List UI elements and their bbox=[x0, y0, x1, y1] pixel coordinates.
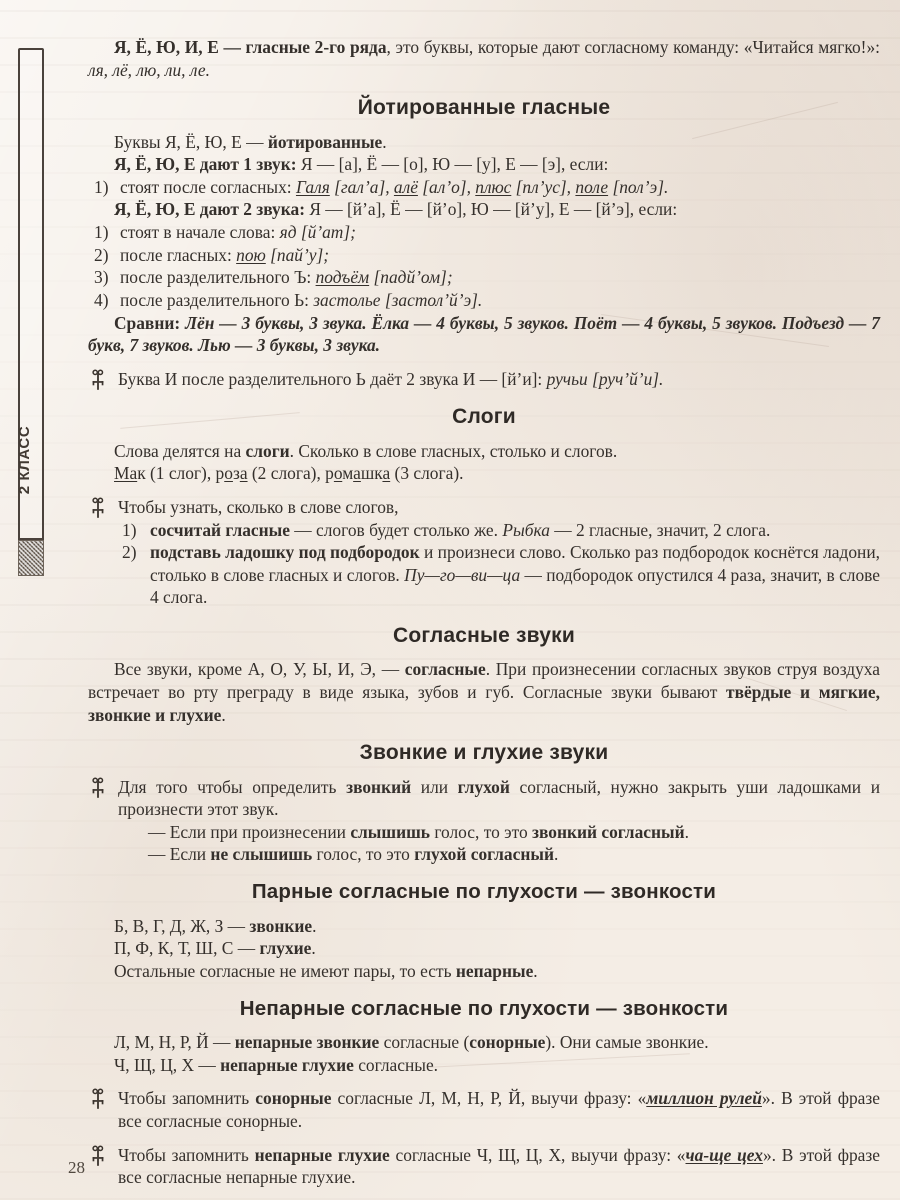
key-note-zvonkie-gluhie bbox=[88, 776, 880, 867]
example-ale: алё bbox=[393, 176, 418, 197]
iot-item-1 bbox=[88, 176, 880, 199]
kn-son-b1: сонорные bbox=[255, 1088, 332, 1109]
parnye-voiceless-letters: П, Ф, К, Т, Ш, С — bbox=[114, 938, 260, 959]
kn-vl-t3: ». В этой фразе все согласные непарные глухие. bbox=[118, 1144, 880, 1188]
iot-sub-4-example: застолье [застол’й’э]. bbox=[313, 289, 483, 310]
iot-sub-1-example: яд [й’ат]; bbox=[279, 222, 356, 243]
kn-son-t2: согласные Л, М, Н, Р, Й, выучи фразу: « bbox=[331, 1088, 647, 1109]
key-icon bbox=[90, 497, 108, 519]
key-note-zvonkie-dash-2 bbox=[118, 843, 880, 866]
kn-zg-d1a: — Если при произнесении bbox=[148, 821, 351, 842]
neparnye-voiceless-letters: Ч, Щ, Ц, Х — bbox=[114, 1054, 221, 1075]
side-index-tab-label: 2 КЛАСС bbox=[16, 425, 33, 495]
kn-zg-b2: глухой bbox=[457, 776, 510, 797]
iot-sub-3-marker: 3) bbox=[94, 267, 109, 288]
kn-zg-d2e: . bbox=[553, 844, 559, 865]
key-note-slogi-item-1-bold: сосчитай гласные bbox=[150, 519, 290, 540]
heading-zvonkie-gluhie-zvuki: Звонкие и глухие звуки bbox=[359, 741, 609, 765]
key-note-letter-i-text-a: Буква И после разделительного Ь даёт 2 звука И — [й’и]: bbox=[118, 368, 547, 389]
parnye-line-3-a: Остальные согласные не имеют пары, то есть bbox=[114, 960, 456, 981]
kn-zg-d2d: глухой согласный bbox=[414, 844, 554, 865]
slogi-word-romashka-r: р bbox=[325, 463, 334, 484]
slogi-word-romashka-shk: шк bbox=[360, 463, 383, 484]
parnye-voiceless-term: глухие bbox=[259, 938, 312, 959]
iot-sub-2-text: после гласных: bbox=[120, 244, 237, 265]
kn-zg-t2: или bbox=[411, 776, 458, 797]
parnye-voiced-letters: Б, В, Г, Д, Ж, З — bbox=[114, 915, 250, 936]
key-note-slogi-item-2-example: Пу—го—ви—ца bbox=[404, 564, 521, 585]
heading-soglasnye-zvuki: Согласные звуки bbox=[393, 624, 575, 648]
iot-sub-4-marker: 4) bbox=[94, 289, 109, 310]
iot-line-1-a: Буквы Я, Ё, Ю, Е — bbox=[114, 131, 268, 152]
key-note-slogi-item-1-tail: — 2 гласные, значит, 2 слога. bbox=[549, 519, 771, 540]
iot-line-1-c: . bbox=[382, 131, 387, 152]
kn-vl-b1: непарные глухие bbox=[254, 1144, 390, 1165]
slogi-word-roza-tail: (2 слога), bbox=[247, 463, 326, 484]
iot-sub-3-text: после разделительного Ъ: bbox=[120, 267, 316, 288]
neparnye-line-2 bbox=[88, 1054, 880, 1077]
parnye-line-3-end: . bbox=[533, 960, 538, 981]
key-note-slogi-item-2-marker: 2) bbox=[122, 542, 137, 563]
intro-text: , это буквы, которые дают согласному команду: «Читайся мягко!»: bbox=[386, 37, 880, 57]
example-plyus-transcription: [пл’ус], bbox=[511, 176, 576, 197]
iot-line-2-rest: Я — [а], Ё — [о], Ю — [у], Е — [э], если: bbox=[296, 154, 609, 175]
neparnye-sonorous-alt-term: сонорные bbox=[469, 1032, 546, 1053]
parnye-line-2-end: . bbox=[311, 938, 316, 959]
slogi-word-mak-rest: к (1 слог), bbox=[137, 463, 216, 484]
slogi-word-romashka-a: а bbox=[353, 463, 361, 484]
neparnye-line-1-c: согласные ( bbox=[379, 1032, 470, 1053]
iot-sub-2-word: пою bbox=[236, 244, 266, 265]
example-pole: поле bbox=[575, 176, 609, 197]
kn-vl-mnemonic-phrase: ча-ще цех bbox=[685, 1144, 763, 1165]
iot-sub-3-word: подъём bbox=[315, 267, 370, 288]
intro-paragraph bbox=[88, 36, 880, 81]
iot-sub-4-text: после разделительного Ь: bbox=[120, 289, 314, 310]
kn-zg-d1b: слышишь bbox=[350, 821, 430, 842]
slogi-word-romashka-m: м bbox=[342, 463, 354, 484]
key-note-slogi-item-1-marker: 1) bbox=[122, 519, 137, 540]
neparnye-line-2-c: согласные. bbox=[353, 1054, 439, 1075]
slogi-word-roza-o: о bbox=[224, 463, 233, 484]
key-note-slogi-item-2 bbox=[118, 541, 880, 609]
kn-zg-d2b: не слышишь bbox=[210, 844, 313, 865]
neparnye-line-1-e: ). Они самые звонкие. bbox=[545, 1032, 709, 1053]
iot-line-1 bbox=[88, 131, 880, 154]
parnye-line-3 bbox=[88, 960, 880, 983]
neparnye-line-1 bbox=[88, 1031, 880, 1054]
kn-vl-t1: Чтобы запомнить bbox=[118, 1144, 255, 1165]
iot-line-3-lead: Я, Ё, Ю, Е дают 2 звука: bbox=[114, 199, 305, 220]
kn-zg-b1: звонкий bbox=[346, 776, 412, 797]
iot-item-1-text: стоят после согласных: bbox=[120, 176, 296, 197]
key-note-zvonkie-text bbox=[118, 776, 880, 821]
soglasnye-term: согласные bbox=[404, 659, 486, 680]
key-note-slogi-item-2-bold: подставь ладошку под подбородок bbox=[150, 542, 420, 563]
iot-sub-1 bbox=[88, 221, 880, 244]
key-note-slogi-item-2-text: и произнеси слово. Сколько раз подбородок коснётся ладони, столько в слове гласных и слогов. bbox=[150, 542, 881, 585]
iot-compare bbox=[88, 312, 880, 357]
key-icon bbox=[90, 1088, 108, 1110]
slogi-word-roza-z: з bbox=[232, 463, 240, 484]
parnye-line-1-end: . bbox=[312, 915, 317, 936]
kn-son-t3: ». В этой фразе все согласные сонорные. bbox=[118, 1088, 880, 1132]
parnye-voiced-term: звонкие bbox=[249, 915, 313, 936]
side-index-tab bbox=[18, 48, 44, 540]
heading-neparnye-soglasnye: Непарные согласные по глухости — звонкости bbox=[239, 996, 729, 1020]
kn-zg-t1: Для того чтобы определить bbox=[118, 776, 347, 797]
heading-slogi: Слоги bbox=[452, 405, 516, 429]
key-icon bbox=[90, 777, 108, 799]
slogi-word-roza-r: р bbox=[215, 463, 225, 484]
iot-item-1-marker: 1) bbox=[94, 176, 109, 197]
key-note-zvonkie-dash-1 bbox=[118, 821, 880, 844]
slogi-word-romashka-tail: (3 слога). bbox=[390, 463, 464, 484]
key-note-slogi-item-1 bbox=[118, 519, 880, 542]
iot-line-2 bbox=[88, 153, 880, 176]
page-content bbox=[88, 36, 880, 1189]
slogi-line-1-c: . Сколько в слове гласных, столько и слогов. bbox=[289, 440, 618, 461]
iot-sub-3 bbox=[88, 266, 880, 289]
slogi-line-2 bbox=[88, 462, 880, 485]
example-galya: Галя bbox=[295, 176, 330, 197]
iot-line-1-term: йотированные bbox=[267, 131, 383, 152]
kn-zg-d1c: голос, то это bbox=[429, 821, 532, 842]
example-ale-transcription: [ал’о], bbox=[417, 176, 476, 197]
iot-sub-4 bbox=[88, 289, 880, 312]
iot-compare-text: Лён — 3 буквы, 3 звука. Ёлка — 4 буквы, 5 звуков. Поёт — 4 буквы, 5 звуков. Подъезд — 7 букв, 7 звуков. Лью — 3 буквы, 3 звука. bbox=[88, 312, 880, 356]
intro-examples: ля, лё, лю, ли, ле. bbox=[88, 59, 210, 80]
key-note-voiceless-text bbox=[118, 1144, 880, 1189]
slogi-line-1-a: Слова делятся на bbox=[114, 440, 246, 461]
slogi-word-mak-underlined: Ма bbox=[114, 463, 138, 484]
slogi-word-romashka-o: о bbox=[333, 463, 343, 484]
slogi-term: слоги bbox=[245, 440, 290, 461]
key-note-slogi-item-1-example: Рыбка bbox=[502, 519, 550, 540]
kn-zg-d2c: голос, то это bbox=[312, 844, 415, 865]
key-note-letter-i-text bbox=[118, 368, 880, 391]
iot-sub-1-text: стоят в начале слова: bbox=[120, 222, 280, 243]
intro-letters: Я, Ё, Ю, И, Е bbox=[114, 37, 224, 57]
intro-term: — гласные 2-го ряда bbox=[223, 37, 387, 57]
slogi-line-1 bbox=[88, 440, 880, 463]
kn-zg-d1e: . bbox=[684, 821, 689, 842]
iot-sub-2-marker: 2) bbox=[94, 244, 109, 265]
iot-line-3-rest: Я — [й’а], Ё — [й’о], Ю — [й’у], Е — [й’э], если: bbox=[304, 199, 678, 220]
key-note-letter-i bbox=[88, 368, 880, 391]
slogi-word-roza-a: а bbox=[239, 463, 248, 484]
iot-line-3 bbox=[88, 198, 880, 221]
neparnye-sonorous-term: непарные звонкие bbox=[234, 1032, 380, 1053]
key-note-slogi bbox=[88, 496, 880, 609]
heading-parnye-soglasnye: Парные согласные по глухости — звонкости bbox=[251, 880, 717, 904]
parnye-unpaired-term: непарные bbox=[455, 960, 534, 981]
key-note-voiceless-mnemonic bbox=[88, 1144, 880, 1189]
neparnye-voiceless-term: непарные глухие bbox=[220, 1054, 354, 1075]
iot-sub-1-marker: 1) bbox=[94, 222, 109, 243]
key-note-slogi-item-2-tail: — подбородок опустился 4 раза, значит, в слове 4 слога. bbox=[150, 564, 880, 608]
soglasnye-text-a: Все звуки, кроме А, О, У, Ы, И, Э, — bbox=[114, 659, 405, 680]
soglasnye-types: твёрдые и мягкие, звонкие и глухие bbox=[88, 682, 881, 725]
iot-sub-3-example: [падй’ом]; bbox=[369, 267, 453, 288]
iot-compare-label: Сравни: bbox=[114, 312, 181, 333]
soglasnye-text-e: . bbox=[221, 704, 226, 725]
kn-zg-d2a: — Если bbox=[148, 844, 211, 865]
kn-son-mnemonic-phrase: миллион рулей bbox=[646, 1088, 762, 1109]
key-note-letter-i-example: ручьи [руч’й’и]. bbox=[546, 368, 664, 389]
iot-sub-2-example: [пай’у]; bbox=[265, 244, 330, 265]
key-note-sonorous-mnemonic bbox=[88, 1087, 880, 1132]
example-plyus: плюс bbox=[475, 176, 512, 197]
slogi-word-romashka-a2: а bbox=[382, 463, 391, 484]
key-note-sonorous-text bbox=[118, 1087, 880, 1132]
key-icon bbox=[90, 369, 108, 391]
parnye-line-1 bbox=[88, 915, 880, 938]
kn-zg-t3: согласный, нужно закрыть уши ладошками и произнести этот звук. bbox=[118, 776, 880, 820]
neparnye-sonorous-letters: Л, М, Н, Р, Й — bbox=[114, 1032, 235, 1053]
example-galya-transcription: [гал’а], bbox=[329, 176, 394, 197]
parnye-line-2 bbox=[88, 937, 880, 960]
key-note-slogi-intro: Чтобы узнать, сколько в слове слогов, bbox=[118, 496, 399, 517]
iot-line-2-lead: Я, Ё, Ю, Е дают 1 звук: bbox=[114, 154, 297, 175]
side-index-hatched-block bbox=[18, 540, 44, 576]
heading-iotirovannye-glasnye: Йотированные гласные bbox=[357, 96, 611, 120]
kn-zg-d1d: звонкий согласный bbox=[532, 821, 685, 842]
kn-vl-t2: согласные Ч, Щ, Ц, Х, выучи фразу: « bbox=[389, 1144, 686, 1165]
kn-son-t1: Чтобы запомнить bbox=[118, 1088, 256, 1109]
iot-sub-2 bbox=[88, 244, 880, 267]
soglasnye-text-c: . При произнесении согласных звуков струя воздуха встречает во рту преграду в виде языка, зубов и губ. Согласные звуки бывают bbox=[88, 659, 880, 703]
page-number: 28 bbox=[68, 1158, 85, 1177]
key-icon bbox=[90, 1145, 108, 1167]
soglasnye-paragraph bbox=[88, 658, 880, 726]
example-pole-transcription: [пол’э]. bbox=[608, 176, 669, 197]
key-note-slogi-item-1-text: — слогов будет столько же. bbox=[289, 519, 503, 540]
